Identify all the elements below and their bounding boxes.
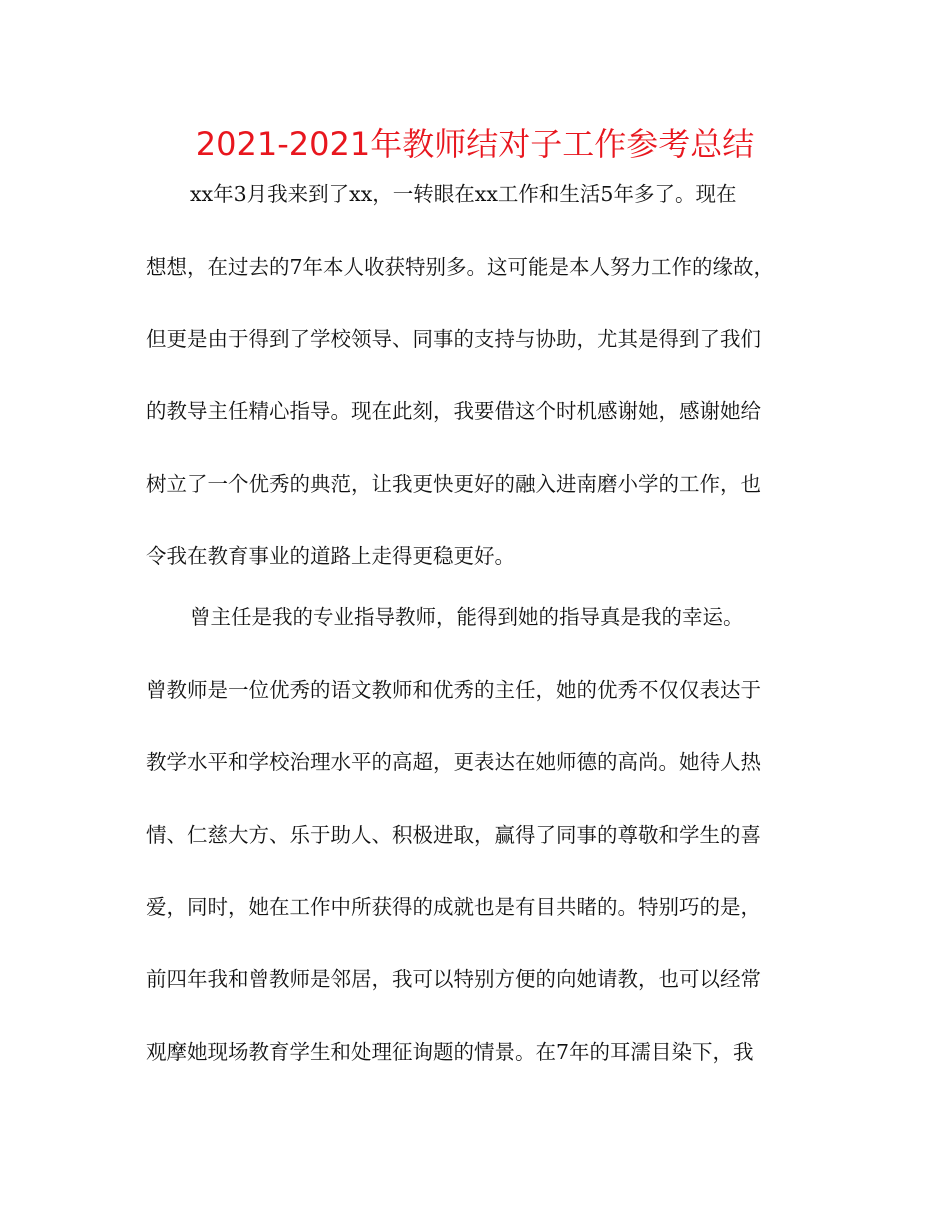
paragraph-line: 教学水平和学校治理水平的高超，更表达在她师德的高尚。她待人热 [146,750,761,774]
paragraph-line: 曾主任是我的专业指导教师，能得到她的指导真是我的幸运。 [190,605,744,629]
paragraph-line: 观摩她现场教育学生和处理征询题的情景。在7年的耳濡目染下，我 [146,1040,754,1064]
document-title: 2021-2021年教师结对子工作参考总结 [195,125,755,163]
paragraph-line: 的教导主任精心指导。现在此刻，我要借这个时机感谢她，感谢她给 [146,399,761,423]
paragraph-line: 令我在教育事业的道路上走得更稳更好。 [146,544,515,568]
paragraph-line: 情、仁慈大方、乐于助人、积极进取，赢得了同事的尊敬和学生的喜 [146,823,761,847]
paragraph-line: 树立了一个优秀的典范，让我更快更好的融入进南磨小学的工作，也 [146,472,761,496]
paragraph-line: 前四年我和曾教师是邻居，我可以特别方便的向她请教，也可以经常 [146,967,761,991]
paragraph-line: xx年3月我来到了xx，一转眼在xx工作和生活5年多了。现在 [190,182,737,206]
paragraph-line: 但更是由于得到了学校领导、同事的支持与协助，尤其是得到了我们 [146,327,761,351]
paragraph-line: 想想，在过去的7年本人收获特别多。这可能是本人努力工作的缘故， [146,255,775,279]
paragraph-line: 曾教师是一位优秀的语文教师和优秀的主任，她的优秀不仅仅表达于 [146,678,761,702]
paragraph-line: 爱，同时，她在工作中所获得的成就也是有目共睹的。特别巧的是， [146,895,761,919]
